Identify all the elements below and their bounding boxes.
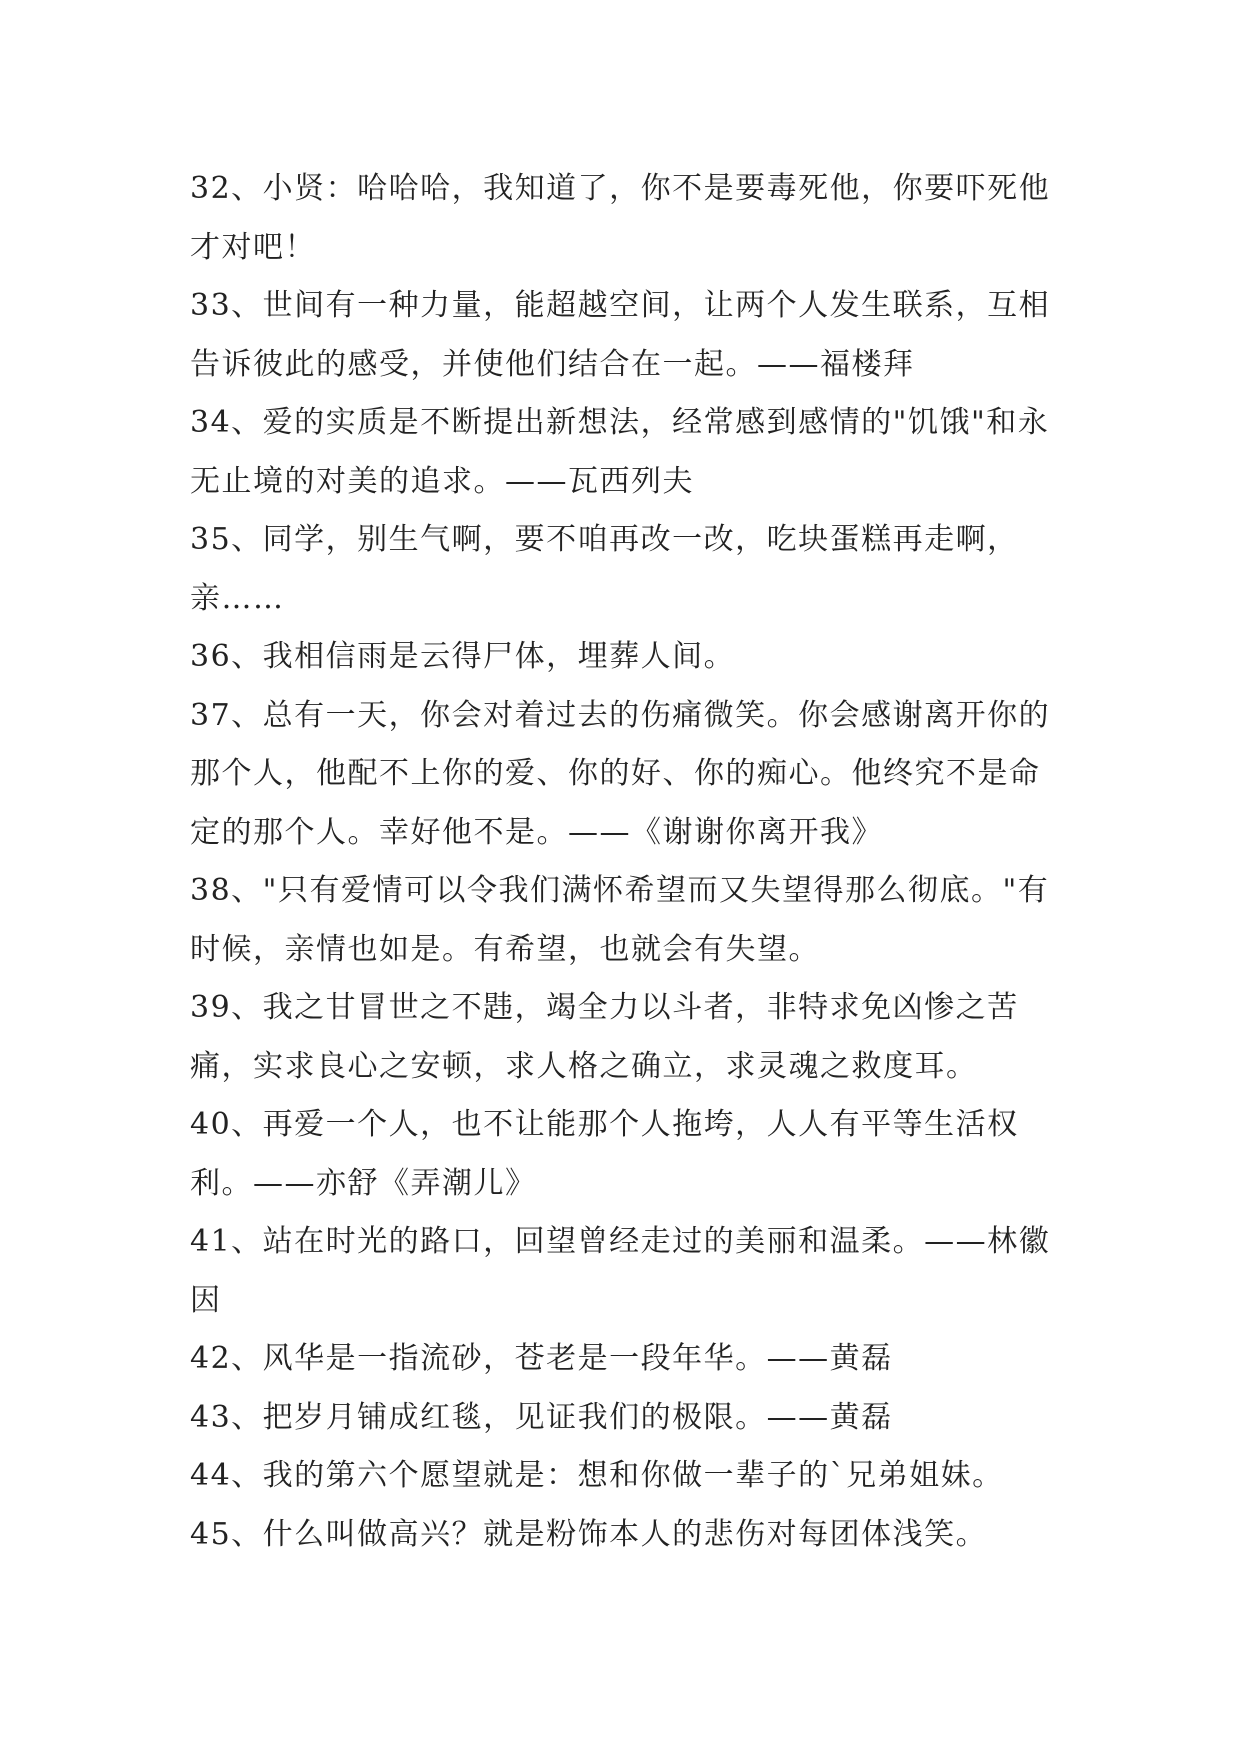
quote-entry-33: 33、世间有一种力量，能超越空间，让两个人发生联系，互相告诉彼此的感受，并使他们结合在一起。——福楼拜 — [190, 288, 1051, 382]
quote-entry-35: 35、同学，别生气啊，要不咱再改一改，吃块蛋糕再走啊，亲…… — [190, 522, 1019, 616]
quote-entry-37: 37、总有一天，你会对着过去的伤痛微笑。你会感谢离开你的那个人，他配不上你的爱、你的好、你的痴心。他终究不是命定的那个人。幸好他不是。——《谢谢你离开我》 — [190, 697, 1051, 850]
quote-entry-36: 36、我相信雨是云得尸体，埋葬人间。 — [190, 639, 736, 674]
quote-list — [190, 160, 1070, 1564]
quote-entry-40: 40、再爱一个人，也不让能那个人拖垮，人人有平等生活权利。——亦舒《弄潮儿》 — [190, 1107, 1019, 1201]
quote-entry-43: 43、把岁月铺成红毯，见证我们的极限。——黄磊 — [190, 1399, 893, 1435]
quote-entry-34: 34、爱的实质是不断提出新想法，经常感到感情的"饥饿"和永无止境的对美的追求。——瓦西列夫 — [190, 405, 1050, 499]
quote-entry-41: 41、站在时光的路口，回望曾经走过的美丽和温柔。——林徽因 — [190, 1224, 1051, 1318]
quote-entry-44: 44、我的第六个愿望就是：想和你做一辈子的`兄弟姐妹。 — [190, 1458, 1004, 1493]
quote-entry-32: 32、小贤：哈哈哈，我知道了，你不是要毒死他，你要吓死他才对吧！ — [190, 171, 1051, 265]
quote-entry-39: 39、我之甘冒世之不韪，竭全力以斗者，非特求免凶惨之苦痛，实求良心之安顿，求人格之确立，求灵魂之救度耳。 — [190, 990, 1019, 1084]
quote-entry-45: 45、什么叫做高兴？就是粉饰本人的悲伤对每团体浅笑。 — [190, 1516, 988, 1552]
quote-entry-42: 42、风华是一指流砂，苍老是一段年华。——黄磊 — [190, 1341, 893, 1376]
quote-entry-38: 38、"只有爱情可以令我们满怀希望而又失望得那么彻底。"有时候，亲情也如是。有希望，也就会有失望。 — [190, 873, 1050, 967]
